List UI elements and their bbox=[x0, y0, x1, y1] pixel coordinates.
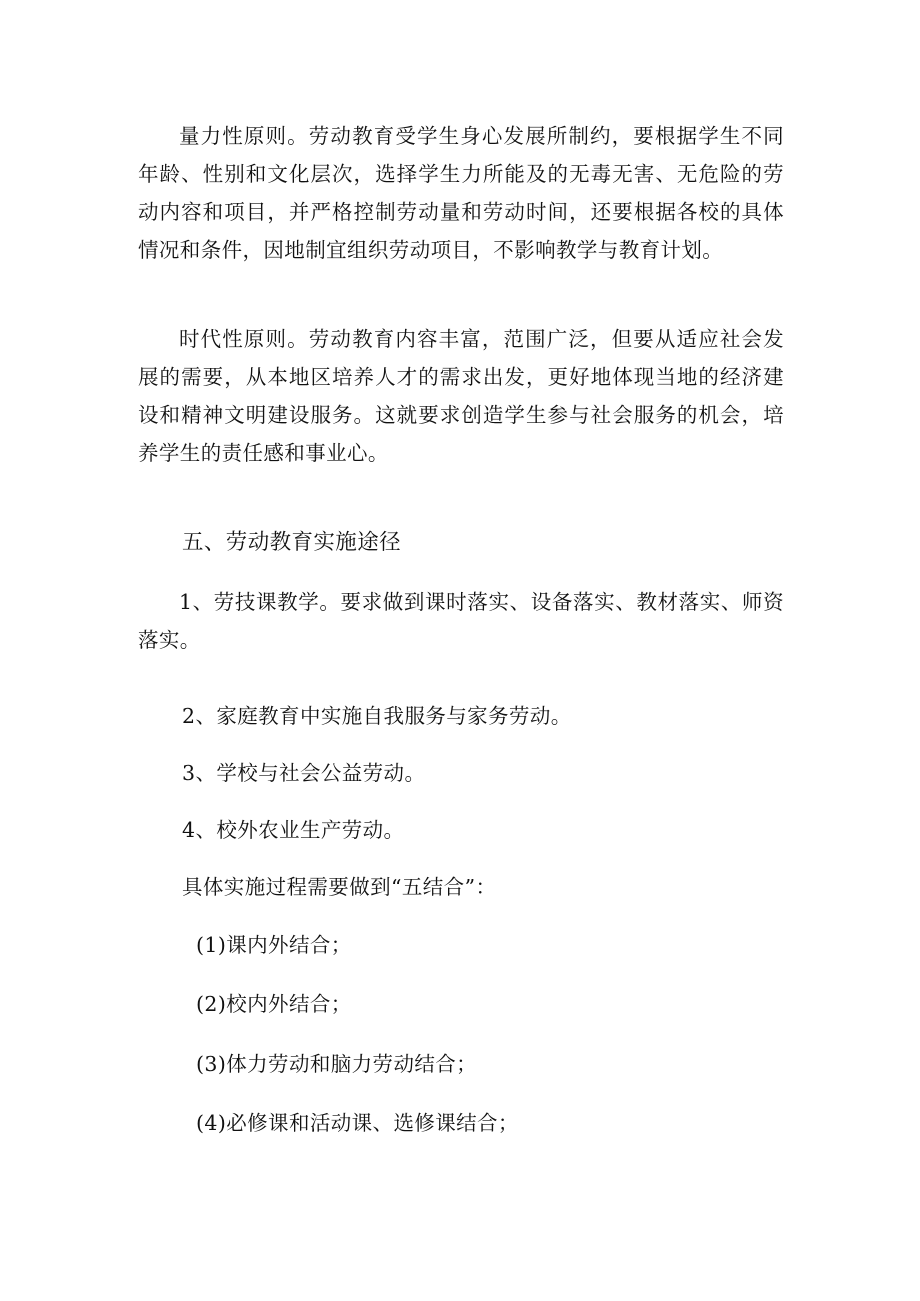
list-item-2: 2、家庭教育中实施自我服务与家务劳动。 bbox=[182, 704, 572, 728]
sub-item-1: (1)课内外结合； bbox=[196, 933, 352, 957]
sub-item-2: (2)校内外结合； bbox=[196, 992, 352, 1016]
section-heading: 五、劳动教育实施途径 bbox=[182, 530, 402, 555]
list-item-4: 4、校外农业生产劳动。 bbox=[182, 818, 405, 842]
paragraph-principle-capacity: 量力性原则。劳动教育受学生身心发展所制约，要根据学生不同年龄、性别和文化层次，选择学生力所能及的无毒无害、无危险的劳动内容和项目，并严格控制劳动量和劳动时间，还要根据各校的具体情况和条件，因地制宜组织劳动项目，不影响教学与教育计划。 bbox=[138, 124, 784, 262]
list-item-3: 3、学校与社会公益劳动。 bbox=[182, 761, 426, 785]
intro-line: 具体实施过程需要做到“五结合”： bbox=[182, 875, 497, 899]
sub-item-4: (4)必修课和活动课、选修课结合； bbox=[196, 1111, 519, 1135]
list-item-1: 1、劳技课教学。要求做到课时落实、设备落实、教材落实、师资落实。 bbox=[138, 590, 784, 652]
sub-item-3: (3)体力劳动和脑力劳动结合； bbox=[196, 1052, 478, 1076]
paragraph-principle-era: 时代性原则。劳动教育内容丰富，范围广泛，但要从适应社会发展的需要，从本地区培养人才的需求出发，更好地体现当地的经济建设和精神文明建设服务。这就要求创造学生参与社会服务的机会，培养学生的责任感和事业心。 bbox=[138, 327, 784, 465]
